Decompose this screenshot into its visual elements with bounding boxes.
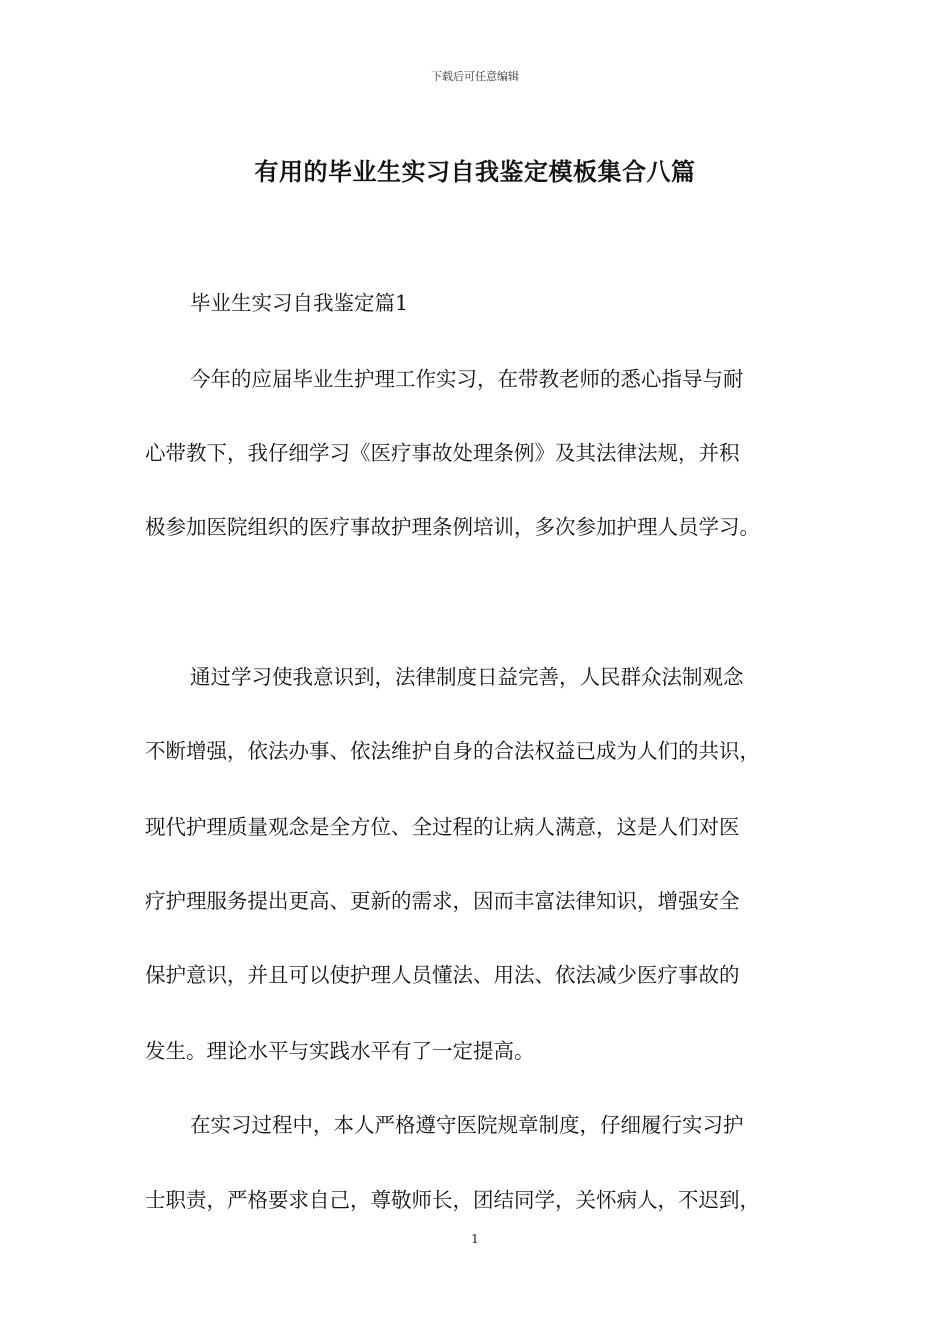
page-number: 1: [471, 1232, 479, 1246]
document-title: 有用的毕业生实习自我鉴定模板集合八篇: [254, 157, 696, 186]
paragraph-3-line-1: 在实习过程中，本人严格遵守医院规章制度，仔细履行实习护: [190, 1113, 744, 1137]
paragraph-2-line-4: 疗护理服务提出更高、更新的需求，因而丰富法律知识，增强安全: [145, 889, 740, 913]
section-heading: 毕业生实习自我鉴定篇1: [190, 291, 409, 315]
paragraph-1-line-1: 今年的应届毕业生护理工作实习，在带教老师的悉心指导与耐: [190, 367, 744, 391]
paragraph-3-line-2: 士职责，严格要求自己，尊敬师长，团结同学，关怀病人，不迟到，: [145, 1188, 760, 1212]
paragraph-2-line-6: 发生。理论水平与实践水平有了一定提高。: [145, 1039, 535, 1063]
paragraph-2-line-3: 现代护理质量观念是全方位、全过程的让病人满意，这是人们对医: [145, 815, 740, 839]
paragraph-1-line-3: 极参加医院组织的医疗事故护理条例培训，多次参加护理人员学习。: [145, 515, 760, 539]
paragraph-1-line-2: 心带教下，我仔细学习《医疗事故处理条例》及其法律法规，并积: [145, 441, 740, 465]
paragraph-2-line-5: 保护意识，并且可以使护理人员懂法、用法、依法减少医疗事故的: [145, 963, 740, 987]
paragraph-2-line-1: 通过学习使我意识到，法律制度日益完善，人民群众法制观念: [190, 665, 744, 689]
header-note: 下载后可任意编辑: [431, 70, 519, 83]
paragraph-2-line-2: 不断增强，依法办事、依法维护自身的合法权益已成为人们的共识，: [145, 739, 760, 763]
